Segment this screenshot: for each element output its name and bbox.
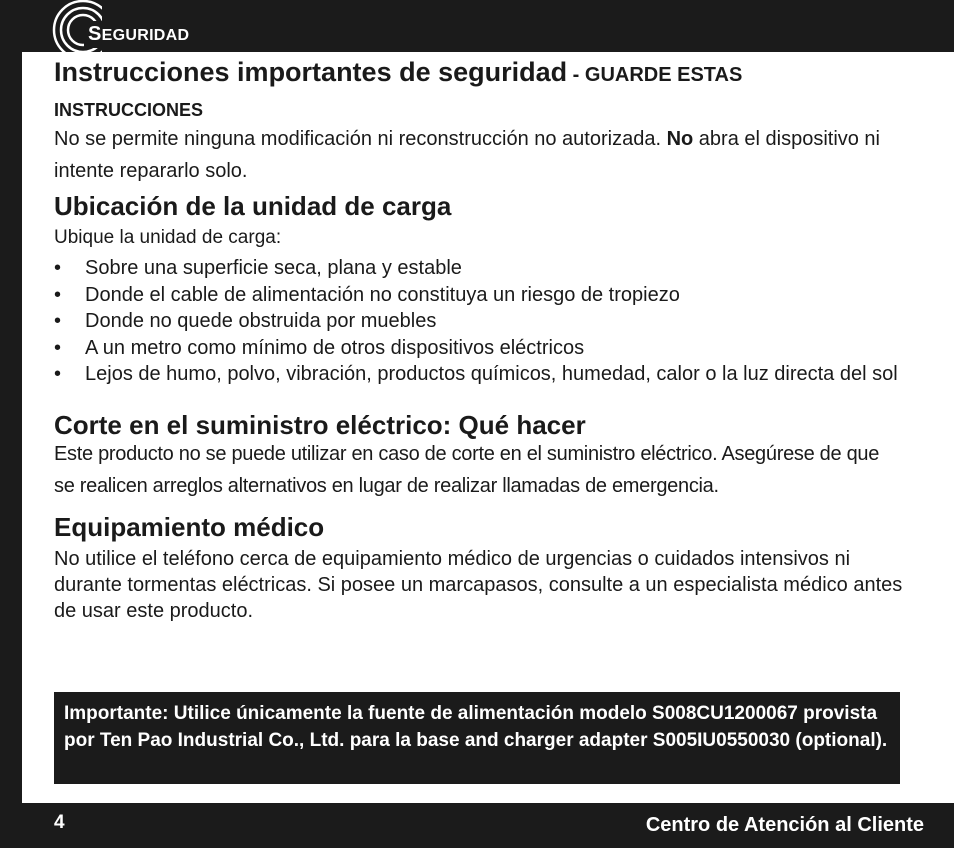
medical-paragraph: No utilice el teléfono cerca de equipamiento médico de urgencias o cuidados intensivos ni durante tormentas eléctricas. Si posee un marcapasos, consulte a un especialista médico antes de usar este producto. bbox=[54, 547, 903, 622]
title-suffix: - GUARDE ESTAS bbox=[567, 64, 743, 86]
list-item: • Lejos de humo, polvo, vibración, productos químicos, humedad, calor o la luz directa del sol bbox=[54, 363, 898, 385]
location-intro: Ubique la unidad de carga: bbox=[54, 227, 282, 248]
list-item: • Donde el cable de alimentación no constituya un riesgo de tropiezo bbox=[54, 283, 680, 306]
title-continuation: INSTRUCCIONES bbox=[54, 100, 204, 120]
medical-section bbox=[54, 510, 904, 624]
list-item: • A un metro como mínimo de otros dispositivos eléctricos bbox=[54, 336, 585, 359]
section-label: SEGURIDAD bbox=[84, 21, 228, 48]
page-number: 4 bbox=[54, 812, 65, 833]
section-heading-location: Ubicación de la unidad de carga bbox=[54, 191, 452, 221]
list-item: • Donde no quede obstruida por muebles bbox=[54, 310, 437, 332]
section-heading-power-outage: Corte en el suministro eléctrico: Qué hacer bbox=[54, 409, 586, 440]
left-margin-bar bbox=[0, 0, 22, 848]
power-outage-section bbox=[54, 408, 904, 502]
intro-paragraph: No se permite ninguna modificación ni reconstrucción no autorizada. No abra el dispositivo ni intente repararlo solo. bbox=[54, 128, 881, 182]
section-heading-medical: Equipamiento médico bbox=[54, 511, 325, 542]
location-bullet-list bbox=[54, 255, 904, 388]
list-item: • Sobre una superficie seca, plana y estable bbox=[54, 257, 462, 279]
page-title: Instrucciones importantes de seguridad - GUARDE ESTAS bbox=[54, 57, 743, 87]
footer-title: Centro de Atención al Cliente bbox=[645, 814, 924, 836]
important-notice-box: Importante: Utilice únicamente la fuente de alimentación modelo S008CU1200067 provista por Ten Pao Industrial Co., Ltd. para la base and charger adapter S005IU0550030 (optional). bbox=[54, 692, 900, 784]
power-outage-paragraph: Este producto no se puede utilizar en caso de corte en el suministro eléctrico. Asegúrese de que se realicen arreglos alternativos en lugar de realizar llamadas de emergencia. bbox=[54, 442, 880, 497]
main-content bbox=[54, 52, 904, 624]
